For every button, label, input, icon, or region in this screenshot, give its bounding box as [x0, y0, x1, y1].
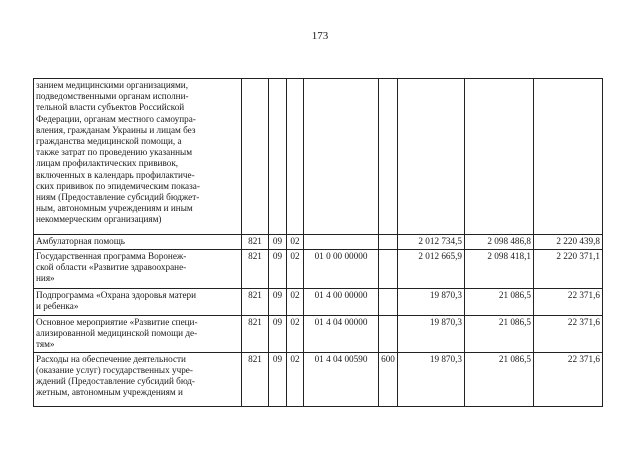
subsection-cell: 02 — [287, 289, 304, 316]
target-code-cell: 01 4 04 00590 — [304, 352, 379, 406]
row-name-cell — [34, 289, 242, 316]
row-name-cell — [34, 352, 242, 406]
amount-year-2-cell: 21 086,5 — [465, 289, 534, 316]
row-name-line: гражданства медицинской помощи, а — [36, 136, 182, 147]
section-cell: 09 — [269, 250, 287, 289]
section-cell: 09 — [269, 316, 287, 353]
row-name-line: Государственная программа Воронеж- — [36, 251, 187, 261]
target-code-cell: 01 4 04 00000 — [304, 316, 379, 353]
subsection-cell — [287, 79, 304, 235]
row-name-line: жетным, автономным учреждениям и — [36, 387, 183, 398]
amount-year-2-cell: 2 098 418,1 — [465, 250, 534, 289]
expense-type-cell — [379, 235, 398, 250]
amount-year-2-cell: 21 086,5 — [465, 316, 534, 353]
subsection-cell: 02 — [287, 250, 304, 289]
row-name-line: ния» — [36, 273, 55, 284]
row-name-line: также затрат по проведению указанным — [36, 147, 193, 158]
code-cell: 821 — [242, 289, 269, 316]
row-name-line: включенных в календарь профилактиче- — [36, 169, 195, 180]
row-name-cell — [34, 250, 242, 289]
row-name-line: лицам профилактических прививок, — [36, 158, 179, 169]
row-name-line: тельной власти субъектов Российской — [36, 102, 185, 113]
row-name-line: вления, гражданам Украины и лицам без — [36, 124, 196, 135]
row-name-line: занием медицинскими организациями, — [36, 80, 188, 90]
amount-year-3-cell: 22 371,6 — [534, 289, 603, 316]
expense-type-cell — [379, 316, 398, 353]
row-name-line: (оказание услуг) государственных учре- — [36, 364, 193, 375]
amount-year-1-cell: 19 870,3 — [398, 316, 465, 353]
row-name-line: Амбулаторная помощь — [36, 236, 125, 246]
row-name-line: Федерации, органам местного самоупра- — [36, 113, 196, 124]
row-name-line: тям» — [36, 339, 55, 350]
section-cell — [269, 79, 287, 235]
expense-type-cell — [379, 79, 398, 235]
table-row — [34, 250, 603, 289]
table-row — [34, 316, 603, 353]
subsection-cell: 02 — [287, 316, 304, 353]
target-code-cell — [304, 79, 379, 235]
target-code-cell: 01 0 00 00000 — [304, 250, 379, 289]
target-code-cell: 01 4 00 00000 — [304, 289, 379, 316]
row-name-cell — [34, 79, 242, 235]
code-cell: 821 — [242, 235, 269, 250]
amount-year-1-cell: 2 012 734,5 — [398, 235, 465, 250]
row-name-line: ских прививок по эпидемическим показа- — [36, 180, 200, 191]
amount-year-1-cell: 19 870,3 — [398, 352, 465, 406]
amount-year-2-cell — [465, 79, 534, 235]
row-name-line: ализированной медицинской помощи де- — [36, 328, 198, 339]
code-cell — [242, 79, 269, 235]
row-name-line: ждений (Предоставление субсидий бюд- — [36, 376, 195, 387]
row-name-cell — [34, 316, 242, 353]
row-name-line: ным, автономным учреждениям и иным — [36, 203, 193, 214]
subsection-cell: 02 — [287, 235, 304, 250]
budget-table — [33, 78, 603, 407]
row-name-line: Подпрограмма «Охрана здоровья матери — [36, 290, 197, 300]
amount-year-2-cell: 21 086,5 — [465, 352, 534, 406]
table-row — [34, 352, 603, 406]
subsection-cell: 02 — [287, 352, 304, 406]
amount-year-3-cell — [534, 79, 603, 235]
amount-year-1-cell — [398, 79, 465, 235]
row-name-line: ской области «Развитие здравоохране- — [36, 262, 187, 273]
code-cell: 821 — [242, 250, 269, 289]
row-name-line: и ребенка» — [36, 301, 79, 312]
section-cell: 09 — [269, 352, 287, 406]
row-name-line: ниям (Предоставление субсидий бюджет- — [36, 192, 200, 203]
amount-year-3-cell: 2 220 371,1 — [534, 250, 603, 289]
amount-year-1-cell: 2 012 665,9 — [398, 250, 465, 289]
row-name-line: некоммерческим организациям) — [36, 214, 162, 225]
expense-type-cell — [379, 250, 398, 289]
amount-year-3-cell: 22 371,6 — [534, 352, 603, 406]
amount-year-2-cell: 2 098 486,8 — [465, 235, 534, 250]
code-cell: 821 — [242, 316, 269, 353]
section-cell: 09 — [269, 289, 287, 316]
target-code-cell — [304, 235, 379, 250]
row-name-line: Расходы на обеспечение деятельности — [36, 353, 186, 364]
row-name-cell — [34, 235, 242, 250]
row-name-line: подведомственными органам исполни- — [36, 91, 189, 102]
amount-year-3-cell: 2 220 439,8 — [534, 235, 603, 250]
expense-type-cell: 600 — [379, 352, 398, 406]
table-row — [34, 79, 603, 235]
table-row — [34, 235, 603, 250]
expense-type-cell — [379, 289, 398, 316]
page-number: 173 — [311, 30, 329, 42]
table-row — [34, 289, 603, 316]
section-cell: 09 — [269, 235, 287, 250]
amount-year-3-cell: 22 371,6 — [534, 316, 603, 353]
amount-year-1-cell: 19 870,3 — [398, 289, 465, 316]
row-name-line: Основное мероприятие «Развитие специ- — [36, 317, 198, 327]
code-cell: 821 — [242, 352, 269, 406]
